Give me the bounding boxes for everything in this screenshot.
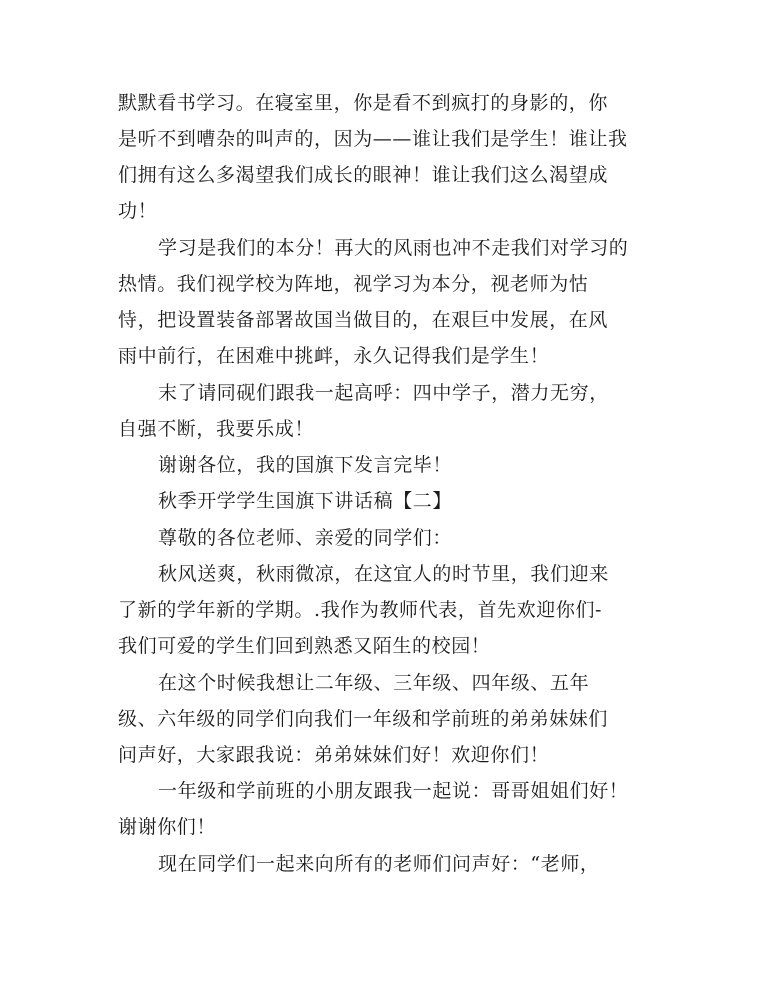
text-line: 默默看书学习。在寝室里，你是看不到疯打的身影的，你 <box>118 92 609 114</box>
salutation: 尊敬的各位老师、亲爱的同学们： <box>158 527 453 549</box>
text-line: 热情。我们视学校为阵地，视学习为本分，视老师为怙 <box>118 273 589 295</box>
text-line: 是听不到嘈杂的叫声的，因为——谁让我们是学生！谁让我 <box>118 128 628 150</box>
text-line: 级、六年级的同学们向我们一年级和学前班的弟弟妹妹们 <box>118 708 609 730</box>
paragraph-first-line: 一年级和学前班的小朋友跟我一起说：哥哥姐姐们好！ <box>158 780 629 802</box>
paragraph-first-line: 在这个时候我想让二年级、三年级、四年级、五年 <box>158 672 590 694</box>
paragraph-first-line: 末了请同砚们跟我一起高呼：四中学子，潜力无穷， <box>158 382 609 404</box>
paragraph-first-line: 秋风送爽，秋雨微凉，在这宜人的时节里，我们迎来 <box>158 563 609 585</box>
text-line: 了新的学年新的学期。.我作为教师代表，首先欢迎你们- <box>118 599 603 621</box>
text-line: 功！ <box>118 200 158 222</box>
text-line: 我们可爱的学生们回到熟悉又陌生的校园！ <box>118 635 491 657</box>
section-heading: 秋季开学学生国旗下讲话稿【二】 <box>158 490 453 512</box>
text-line: 谢谢你们！ <box>118 816 217 838</box>
paragraph-first-line: 谢谢各位，我的国旗下发言完毕！ <box>158 454 453 476</box>
paragraph-first-line: 现在同学们一起来向所有的老师们问声好：“老师， <box>158 853 600 875</box>
text-line: 自强不断，我要乐成！ <box>118 418 315 440</box>
text-line: 雨中前行，在困难中挑衅，永久记得我们是学生！ <box>118 345 550 367</box>
paragraph-first-line: 学习是我们的本分！再大的风雨也冲不走我们对学习的 <box>158 237 629 259</box>
text-line: 问声好，大家跟我说：弟弟妹妹们好！欢迎你们！ <box>118 744 550 766</box>
text-line: 们拥有这么多渴望我们成长的眼神！谁让我们这么渴望成 <box>118 164 609 186</box>
text-line: 恃，把设置装备部署故国当做目的，在艰巨中发展，在风 <box>118 309 609 331</box>
